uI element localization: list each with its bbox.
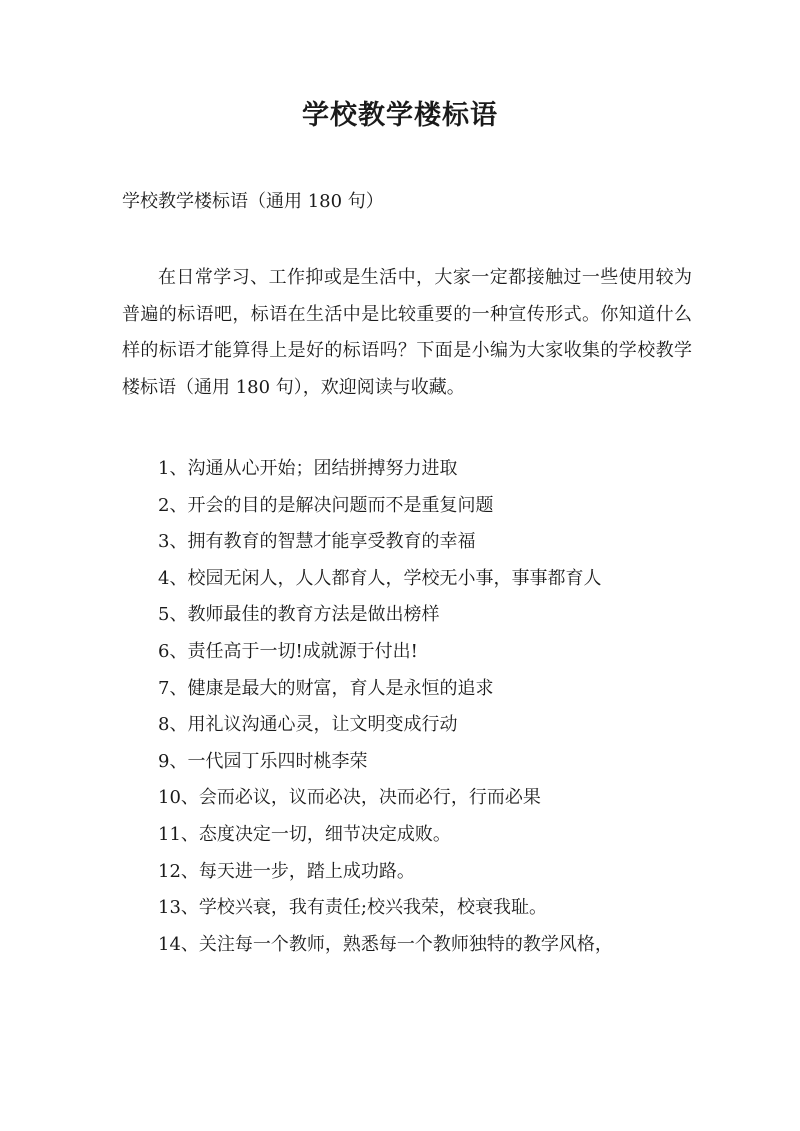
slogan-item-12: 12、每天进一步，踏上成功路。	[158, 860, 415, 882]
slogan-item-9: 9、一代园丁乐四时桃李荣	[158, 750, 368, 772]
slogan-item-7: 7、健康是最大的财富，育人是永恒的追求	[158, 677, 494, 699]
slogan-item-6: 6、责任高于一切!成就源于付出!	[158, 640, 418, 662]
document-subtitle: 学校教学楼标语（通用 180 句）	[122, 191, 384, 212]
slogan-item-5: 5、教师最佳的教育方法是做出榜样	[158, 604, 440, 626]
slogan-item-13: 13、学校兴衰，我有责任;校兴我荣，校衰我耻。	[158, 897, 547, 919]
slogan-item-3: 3、拥有教育的智慧才能享受教育的幸福	[158, 531, 476, 553]
slogan-item-14: 14、关注每一个教师，熟悉每一个教师独特的教学风格，	[158, 933, 613, 955]
slogan-item-1: 1、沟通从心开始；团结拼搏努力进取	[158, 458, 458, 479]
document-title: 学校教学楼标语	[302, 100, 498, 131]
slogan-item-10: 10、会而必议，议而必决，决而必行，行而必果	[158, 787, 541, 809]
slogan-list	[122, 451, 692, 963]
slogan-item-2: 2、开会的目的是解决问题而不是重复问题	[158, 494, 494, 516]
intro-paragraph: 在日常学习、工作抑或是生活中，大家一定都接触过一些使用较为普遍的标语吧，标语在生活中是比较重要的一种宣传形式。你知道什么样的标语才能算得上是好的标语吗？下面是小编为大家收集的学校教学楼标语（通用 180 句），欢迎阅读与收藏。	[122, 267, 692, 398]
slogan-item-11: 11、态度决定一切，细节决定成败。	[158, 823, 451, 845]
slogan-item-4: 4、校园无闲人，人人都育人，学校无小事，事事都育人	[158, 567, 602, 589]
slogan-item-8: 8、用礼议沟通心灵，让文明变成行动	[158, 714, 458, 736]
